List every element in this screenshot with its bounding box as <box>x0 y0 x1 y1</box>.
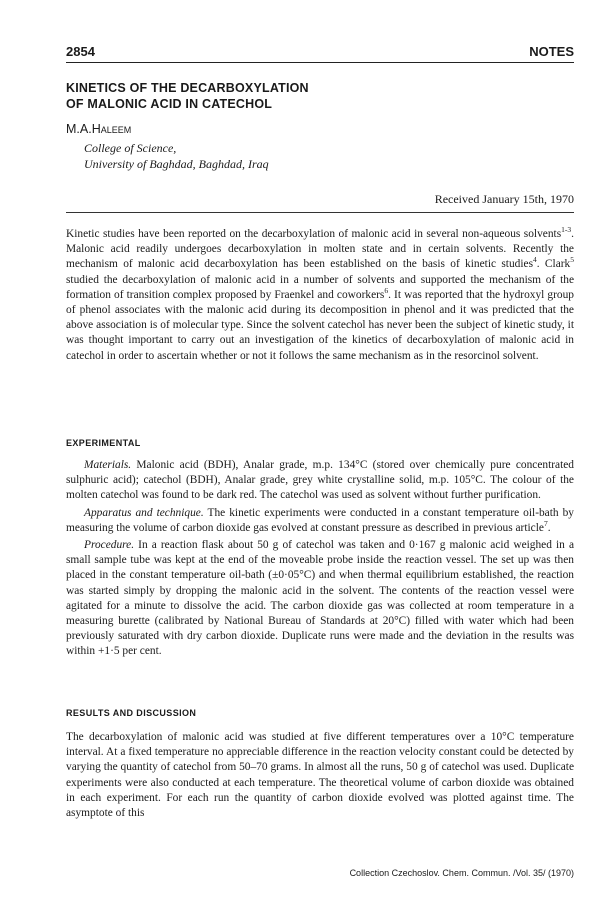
results-paragraph: The decarboxylation of malonic acid was studied at five different temperatures over a 10°C temperature interval. At a fixed temperature no appreciable difference in the reaction velocity constant could be detected by varying the quantity of catechol from 50–70 grams. In almost all the runs, 50 g of catechol was used. Duplicate experiments were also conducted at each temperature. The theoretical volume of carbon dioxide was obtained in each experiment. For each run the quantity of carbon dioxide evolved was plotted against time. The asymptote of this <box>66 731 574 820</box>
header-rule <box>66 62 574 63</box>
ref-6: 6 <box>384 286 389 296</box>
journal-citation: Collection Czechoslov. Chem. Commun. /Vol. 35/ (1970) <box>349 868 574 878</box>
title-line-2: OF MALONIC ACID IN CATECHOL <box>66 97 273 111</box>
author <box>66 122 131 136</box>
ref-7: 7 <box>543 519 548 529</box>
results-heading: RESULTS AND DISCUSSION <box>66 708 197 718</box>
affiliation <box>84 140 269 172</box>
article-title <box>66 80 536 112</box>
author-surname: Haleem <box>91 122 132 136</box>
separator-rule <box>66 212 574 213</box>
affiliation-line-1: College of Science, <box>84 141 177 155</box>
ref-1-3: 1-3 <box>561 225 572 235</box>
ref-4: 4 <box>533 255 537 265</box>
author-initials: M.A. <box>66 122 92 136</box>
intro-paragraph: Kinetic studies have been reported on the decarboxylation of malonic acid in several non-aqueous solvents$^{1-3}$. Malonic acid readily undergoes decarboxylation in molten state and in certain solvents. Recently the mechanism of malonic acid decarboxylation has been established on the basis of kinetic studies$^4$. Clark$^5$ studied the decarboxylation of malonic acid in a number of solvents and supported the mechanism of the formation of transition complex proposed by Fraenkel and coworkers$^6$. It was reported that the hydroxyl group of phenol associates with the malonic acid during its decomposition in phenol and it was predicted that the above association is of molecular type. Since the solvent catechol has never been the subject of kinetic study, it was thought important to carry out an investigation of the kinetics of decarboxylation of malonic acid in catechol in order to ascertain whether or not it follows the same mechanism as in the resorcinol solvent. <box>66 225 574 362</box>
affiliation-line-2: University of Baghdad, Baghdad, Iraq <box>84 157 269 171</box>
experimental-heading: EXPERIMENTAL <box>66 438 141 448</box>
materials-paragraph: Materials. Malonic acid (BDH), Analar grade, m.p. 134°C (stored over chemically pure concentrated sulphuric acid); catechol (BDH), Analar grade, grey white crystalline solid, m.p. 105°C. The colour of the molten catechol was found to be dark red. The catechol was used as solvent without further purification. <box>66 459 574 502</box>
experimental-section <box>66 458 574 660</box>
running-header <box>66 44 574 64</box>
received-date: Received January 15th, 1970 <box>434 192 574 206</box>
section-label: NOTES <box>529 44 574 59</box>
apparatus-paragraph: Apparatus and technique. The kinetic experiments were conducted in a constant temperature oil-bath by measuring the volume of carbon dioxide gas evolved at constant pressure as described in previous article$^7$. <box>66 506 575 534</box>
ref-5: 5 <box>570 255 574 265</box>
procedure-paragraph: Procedure. In a reaction flask about 50 g of catechol was taken and 0·167 g malonic acid weighed in a small sample tube was kept at the end of the moveable probe inside the reaction vessel. The set up was then placed in the constant temperature oil-bath (±0·05°C) and when thermal equilibrium established, the reaction was started simply by dropping the malonic acid in the solvent. The contents of the reaction vessel were agitated for a minute to dissolve the acid. The carbon dioxide gas was collected at room temperature in a measuring burette (calibrated by National Bureau of Standards at 20°C) filled with water which had been previously saturated with dry carbon dioxide. Duplicate runs were made and the deviation in the results was within +1·5 per cent. <box>66 539 574 658</box>
page-number: 2854 <box>66 44 95 59</box>
title-line-1: KINETICS OF THE DECARBOXYLATION <box>66 81 309 95</box>
